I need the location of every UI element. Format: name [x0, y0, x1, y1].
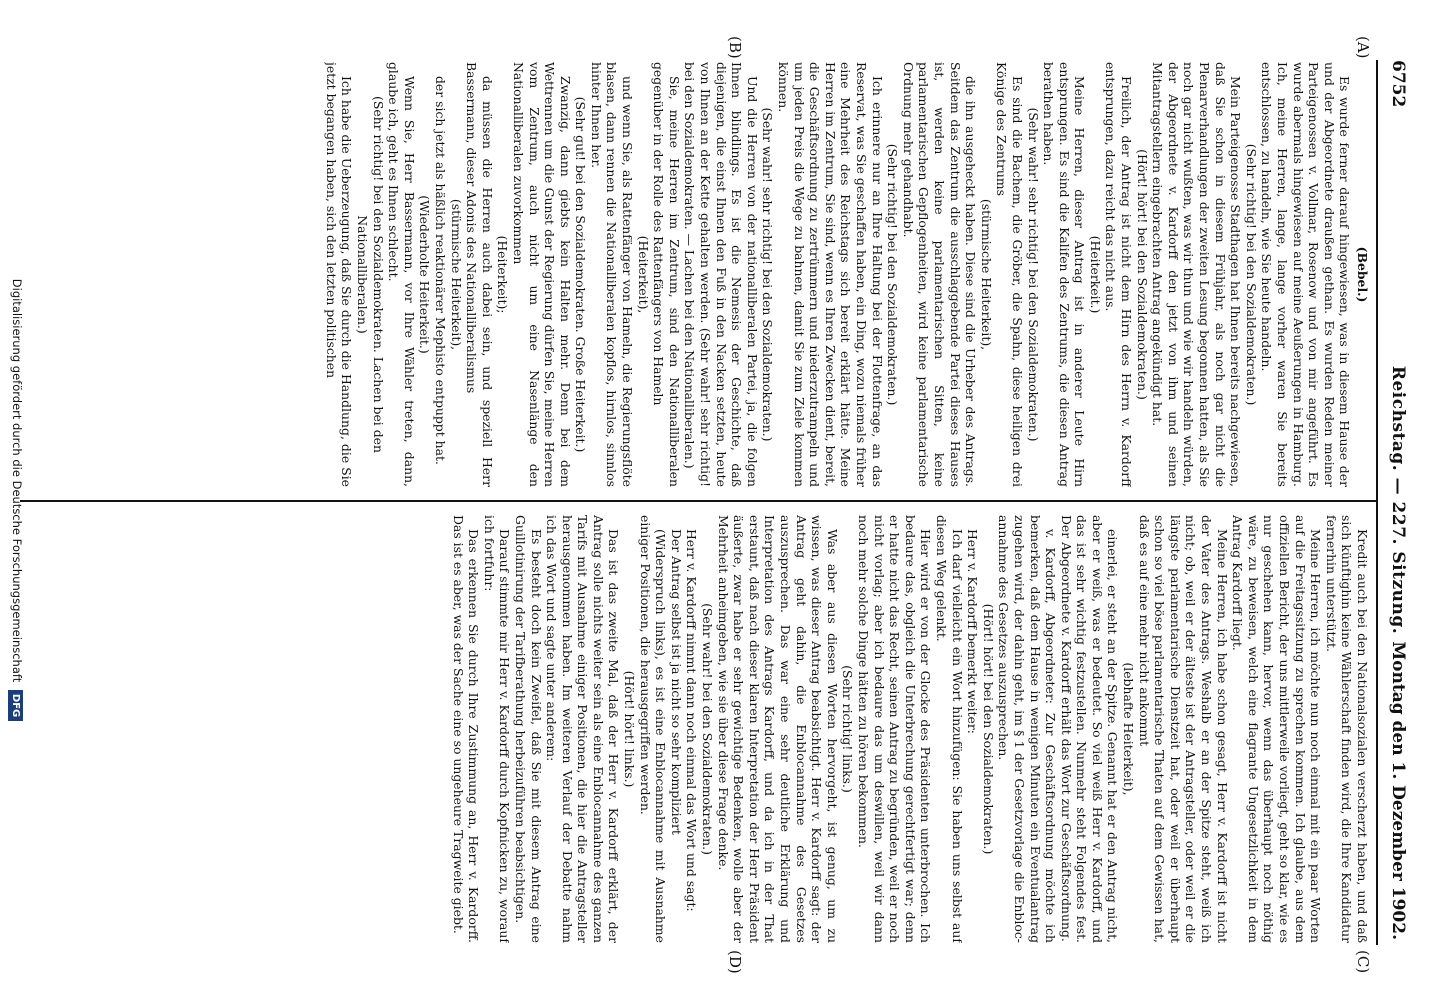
paragraph: (Sehr richtig! bei den Sozialdemokraten. Lachen bei den Nationalliberalen.) — [355, 96, 386, 453]
dfg-logo: DFG — [8, 690, 23, 721]
paragraph: Zwanzig, dann giebts kein Halten mehr. Denn bei dem Wettrennen um die Gunst der Regierung dürfen Sie, meine Herren vom Zentrum, auch nicht um eine Nasenlänge den Nationalliberalen zuvorkommen — [510, 62, 573, 487]
paragraph: da müssen die Herren auch dabei sein, und speziell Herr Bassermann, dieser Adonis des Nationalliberalismus — [464, 62, 495, 487]
paragraph: Meine Herren, ich habe schon gesagt, Herr v. Kardorff ist nicht der Vater des Antrags. Weshalb er an der Spitze steht, weiß ich nicht; ob, weil er der älteste ist der Antragsteller, oder weil er die längste parlamentarische Dienstzeit hat, oder weil er überhaupt schon so viel böse parlamentarische Thaten auf dem Gewissen hat, daß es auf eine mehr nicht ankommt — [1136, 515, 1230, 943]
paragraph: Meine Herren, dieser Antrag ist in anderer Leute Hirn entsprungen. Es sind die Kalifen des Zentrums, die diesen Antrag berathen haben. — [1041, 62, 1088, 487]
right-column-text — [450, 515, 1370, 943]
paragraph: Kredit auch bei den Nationalsozialen verscherzt haben, und daß sich künftighin keine Wählerschaft finden wird, die Ihre Kandidatur fernerhin unterstützt. — [1323, 515, 1370, 943]
digitization-note-text: Digitalisierung gefördert durch die Deutsche Forschungsgemeinschaft — [10, 278, 24, 683]
paragraph: (Sehr richtig! links.) — [840, 665, 856, 793]
paragraph: Ich habe die Ueberzeugung, daß Sie durch die Handlung, die Sie jetzt begangen haben, sich den letzten politischen — [323, 62, 355, 487]
paragraph: und wenn Sie, als Rattenfänger von Hameln, die Regierungsflöte blasen, dann rennen die Nationalliberalen kopflos, hirnlos, sinnlos hinter Ihnen her. — [588, 62, 636, 487]
session-date: Montag den 1. Dezember 1902. — [1388, 641, 1408, 940]
paragraph: Es besteht doch kein Zweifel, daß Sie mit diesem Antrag eine Guillotinirung der Tarifberathung herbeizuführen beabsichtigen. — [512, 515, 544, 943]
left-column-text — [323, 62, 1352, 487]
paragraph: Ich darf vielleicht ein Wort hinzufügen: Sie haben uns selbst auf diesen Weg gelenkt. — [933, 515, 965, 943]
right-column — [30, 515, 1370, 943]
paragraph: (Sehr richtig! bei den Sozialdemokraten.) — [1243, 143, 1259, 406]
paragraph: Das erkennen Sie durch Ihre Zustimmung an, Herr v. Kardorff. Das ist es aber, was der Sache eine so ungeheure Tragweite giebt. — [450, 515, 482, 943]
paragraph: (Sehr wahr! sehr richtig! bei den Sozialdemokraten.) — [760, 107, 776, 442]
page-title: Reichstag. — 227. Sitzung. — [1388, 365, 1408, 635]
paragraph: (Hört! hört! bei den Sozialdemokraten.) — [1134, 149, 1150, 400]
paragraph: Herr v. Kardorff nimmt dann noch einmal das Wort und sagt: — [684, 529, 700, 912]
paragraph: (Heiterkeit.) — [1087, 235, 1103, 314]
margin-marker-c: (C) — [1354, 950, 1372, 974]
page-header — [1382, 60, 1412, 940]
paragraph: Was aber aus diesen Worten hervorgeht, ist genug, um zu wissen, was dieser Antrag beabsichtigt. Herr v. Kardorff sagt: der Antrag geht dahin, die Enblocannahme des Gesetzes auszusprechen. Das war eine sehr deutliche Erklärung und Interpretation des Antrags Kardorff, und da ich in der That erstaunt, daß nach dieser klaren Interpretation der Herr Präsident äußerte, zwar habe er sehr gewichtige Bedenken, wolle aber der Mehrheit anheimgeben, wie sie über diese Frage denke. — [715, 515, 840, 943]
paragraph: (Sehr wahr! sehr richtig! bei den Sozialdemokraten.) — [1025, 107, 1041, 442]
paragraph: Meine Herren, ich möchte nun noch einmal mit ein paar Worten auf die Freitagssitzung zu sprechen kommen. Ich glaube, aus dem offiziellen Bericht, der uns mittlerweile vorliegt, geht so klar, wie es nur geschehen kann, hervor, wenn das überhaupt noch nöthig wäre, zu beweisen, welch eine flagrante Ungesetzlichkeit in dem Antrag Kardorff liegt. — [1230, 515, 1324, 943]
margin-marker-b: (B) — [726, 36, 744, 59]
paragraph: Hier wird er von der Glocke des Präsidenten unterbrochen. Ich bedaure das, obgleich die Unterbrechung gerechtfertigt war; denn er hatte nicht das Recht, seinen Antrag zu begründen, weil er noch nicht vorlag; aber ich bedaure das um deswillen, weil wir dann noch mehr solche Dinge hätten zu hören bekommen. — [856, 515, 934, 943]
paragraph: (Hört! hört! links.) — [622, 670, 638, 788]
margin-marker-a: (A) — [1354, 36, 1372, 59]
paragraph: Es sind die Bachem, die Gröber, die Spahn, diese heiligen drei Könige des Zentrums — [994, 62, 1025, 487]
paragraph: (Sehr gut! bei den Sozialdemokraten. Große Heiterkeit.) — [573, 96, 589, 453]
paragraph: Freilich, der Antrag ist nicht dem Hirn des Herrn v. Kardorff entsprungen, dazu reicht das nicht aus. — [1103, 62, 1135, 487]
paragraph: (Heiterkeit); — [495, 235, 511, 314]
paragraph: (stürmische Heiterkeit), — [448, 198, 464, 351]
left-column — [30, 62, 1370, 487]
column-divider — [20, 500, 1376, 502]
paragraph: (lebhafte Heiterkeit), — [1121, 662, 1137, 796]
paragraph: Das ist das zweite Mal, daß der Herr v. Kardorff erklärt, der Antrag solle nichts weiter sein als eine Enblocannahme des ganzen Tarifs mit Ausnahme einiger Positionen, die hier die Antragsteller herausgenommen haben. Im weiteren Verlauf der Debatte nahm ich das Wort und sagte unter anderem: — [544, 515, 622, 943]
paragraph: (Sehr richtig! bei den Sozialdemokraten.) — [885, 143, 901, 406]
page-number: 6752 — [1388, 60, 1408, 108]
paragraph: (Sehr wahr! bei den Sozialdemokraten.) — [700, 603, 716, 855]
paragraph: Mein Parteigenosse Stadthagen hat Ihnen bereits nachgewiesen, daß Sie schon in diesem Frühjahr, als noch gar nicht die Plenarverhandlungen der zweiten Lesung begonnen hatten, als Sie noch gar nicht wußten, was wir thun und wie wir handeln würden, der Abgeordnete v. Kardorff den jetzt von ihm und seinen Mitantragstellern eingebrachten Antrag angekündigt hat. — [1150, 62, 1244, 487]
paragraph: (Hört! hört! bei den Sozialdemokraten.) — [980, 603, 996, 855]
paragraph: Herr v. Kardorff bemerkt weiter: — [965, 529, 981, 734]
paragraph: Sie, meine Herren im Zentrum, sind den Nationalliberalen gegenüber in der Rolle des Rattenfängers von Hameln — [651, 62, 682, 487]
paragraph: (stürmische Heiterkeit), — [978, 198, 994, 351]
digitization-note — [8, 0, 24, 1000]
paragraph: (Heiterkeit), — [635, 235, 651, 314]
paragraph: Der Antrag selbst ist ja nicht so sehr kompliziert — [668, 529, 684, 835]
paragraph: Es wurde ferner darauf hingewiesen, was in diesem Hause der und der Abgeordnete draußen gethan. Es wurden Reden meiner Parteigenossen v. Vollmar, Rosenow und von mir angeführt. Es wurde abermals hingewiesen auf meine Aeußerungen in Hamburg. Ich, meine Herren, lange, lange vorher waren Sie bereits entschlossen, zu handeln, wie Sie heute handeln. — [1259, 62, 1353, 487]
speaker-name: (Bebel.) — [1355, 246, 1370, 303]
header-rule — [1376, 60, 1378, 945]
paragraph: Ich erinnere nur an Ihre Haltung bei der Flottenfrage, an das Reservat, was Sie geschaffen haben, ein Ding, wozu niemals früher eine Mehrheit des Reichstags sich bereit erklärt hätte. Meine Herren im Zentrum, Sie sind, wenn es Ihren Zwecken dient, bereit, die Geschäftsordnung zu zertrümmern und niederzutrampeln und um jeden Preis die Wege zu bahnen, damit Sie zum Ziele kommen können. — [776, 62, 885, 487]
paragraph: Und die Herren von der nationalliberalen Partei, ja, die folgen Ihnen blindlings. Es ist die Nemesis der Geschichte, daß diejenigen, die einst Ihnen den Fuß in den Nacken setzten, heute von Ihnen an der Kette gehalten werden. (Sehr wahr! sehr richtig! bei den Sozialdemokraten. — Lachen bei den Nationalliberalen.) — [682, 62, 760, 487]
paragraph: Wenn Sie, Herr Bassermann, vor Ihre Wähler treten, dann, glaube ich, geht es Ihnen schlecht. — [386, 62, 417, 487]
margin-marker-d: (D) — [726, 950, 744, 974]
paragraph: (Widerspruch links), es ist eine Enblocannahme mit Ausnahme einiger Positionen, die herausgegriffen werden. — [637, 515, 669, 943]
paragraph: der sich jetzt als häßlich reaktionärer Mephisto entpuppt hat. — [432, 76, 448, 465]
paragraph: einerlei, er steht an der Spitze. Genannt hat er den Antrag nicht, aber er weiß, was er bedeutet. So viel weiß Herr v. Kardorff, und das ist sehr wichtig festzustellen. Nunmehr steht Folgendes fest. Der Abgeordnete v. Kardorff erhält das Wort zur Geschäftsordnung. — [1058, 515, 1121, 943]
paragraph: (Wiederholte Heiterkeit.) — [417, 195, 433, 354]
paragraph: die ihn ausgeheckt haben. Diese sind die Urheber des Antrags. Seitdem das Zentrum die ausschlaggebende Partei dieses Hauses ist, werden keine parlamentarischen Sitten, keine parlamentarischen Gepflogenheiten, wird keine parlamentarische Ordnung mehr gehandhabt. — [900, 62, 979, 487]
paragraph: v. Kardorff, Abgeordneter: Zur Geschäftsordnung möchte ich bemerken, daß dem Hause in wenigen Minuten ein Eventualantrag zugehen wird, der dahin geht, im § 1 der Gesetzvorlage die Enbloc-annahme des Gesetzes auszusprechen. — [996, 515, 1059, 943]
paragraph: Darauf stimmte mir Herr v. Kardorff durch Kopfnicken zu, worauf ich fortfuhr: — [481, 515, 513, 943]
